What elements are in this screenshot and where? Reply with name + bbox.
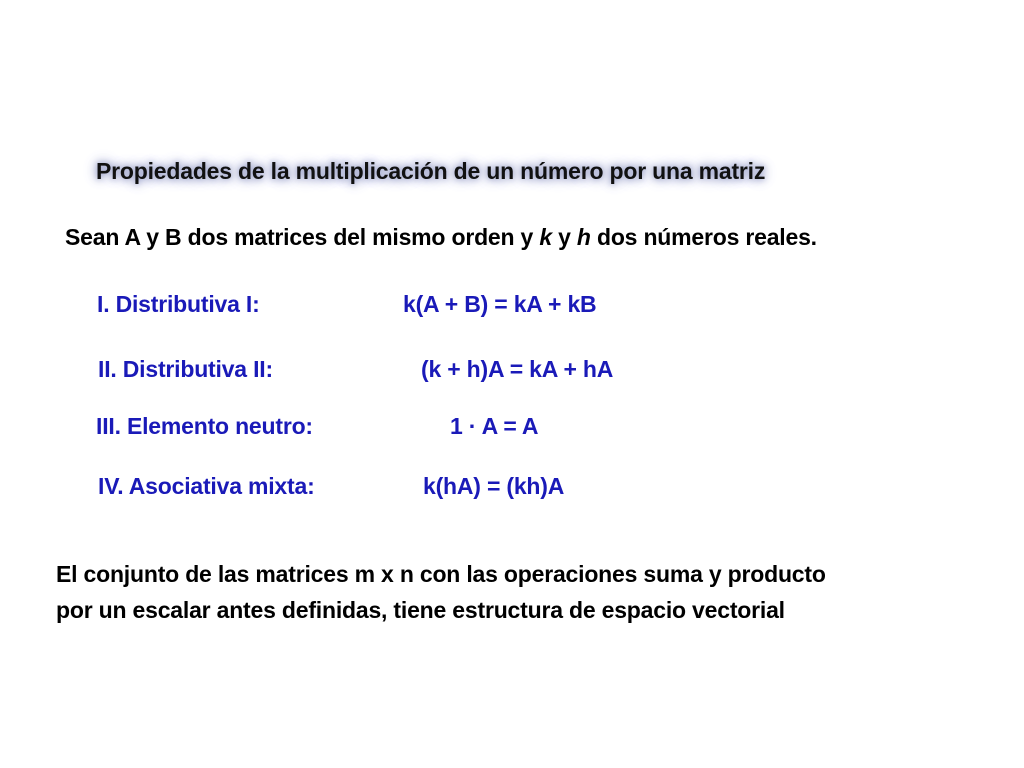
intro-variable-h: h: [576, 224, 591, 250]
property-3-formula: 1 · A = A: [450, 413, 539, 439]
intro-variable-k: k: [539, 224, 552, 250]
intro-text-2: y: [551, 224, 577, 250]
intro-text-3: dos números reales.: [590, 224, 817, 250]
intro-text-1: Sean A y B dos matrices del mismo orden y: [65, 224, 540, 250]
slide-title: Propiedades de la multiplicación de un número por una matriz: [96, 157, 766, 184]
property-1-formula: k(A + B) = kA + kB: [403, 291, 597, 317]
conclusion-line-2: por un escalar antes definidas, tiene estructura de espacio vectorial: [56, 597, 785, 623]
property-4-label: IV. Asociativa mixta:: [98, 473, 315, 499]
conclusion-line-1: El conjunto de las matrices m x n con las operaciones suma y producto: [56, 561, 826, 587]
property-4-formula: k(hA) = (kh)A: [423, 473, 565, 499]
intro-sentence: [65, 224, 965, 251]
property-1-label: I. Distributiva I:: [97, 291, 260, 317]
property-2-label: II. Distributiva II:: [98, 356, 273, 382]
conclusion-paragraph: [56, 556, 986, 628]
property-3-label: III. Elemento neutro:: [96, 413, 313, 439]
property-2-formula: (k + h)A = kA + hA: [421, 356, 614, 382]
